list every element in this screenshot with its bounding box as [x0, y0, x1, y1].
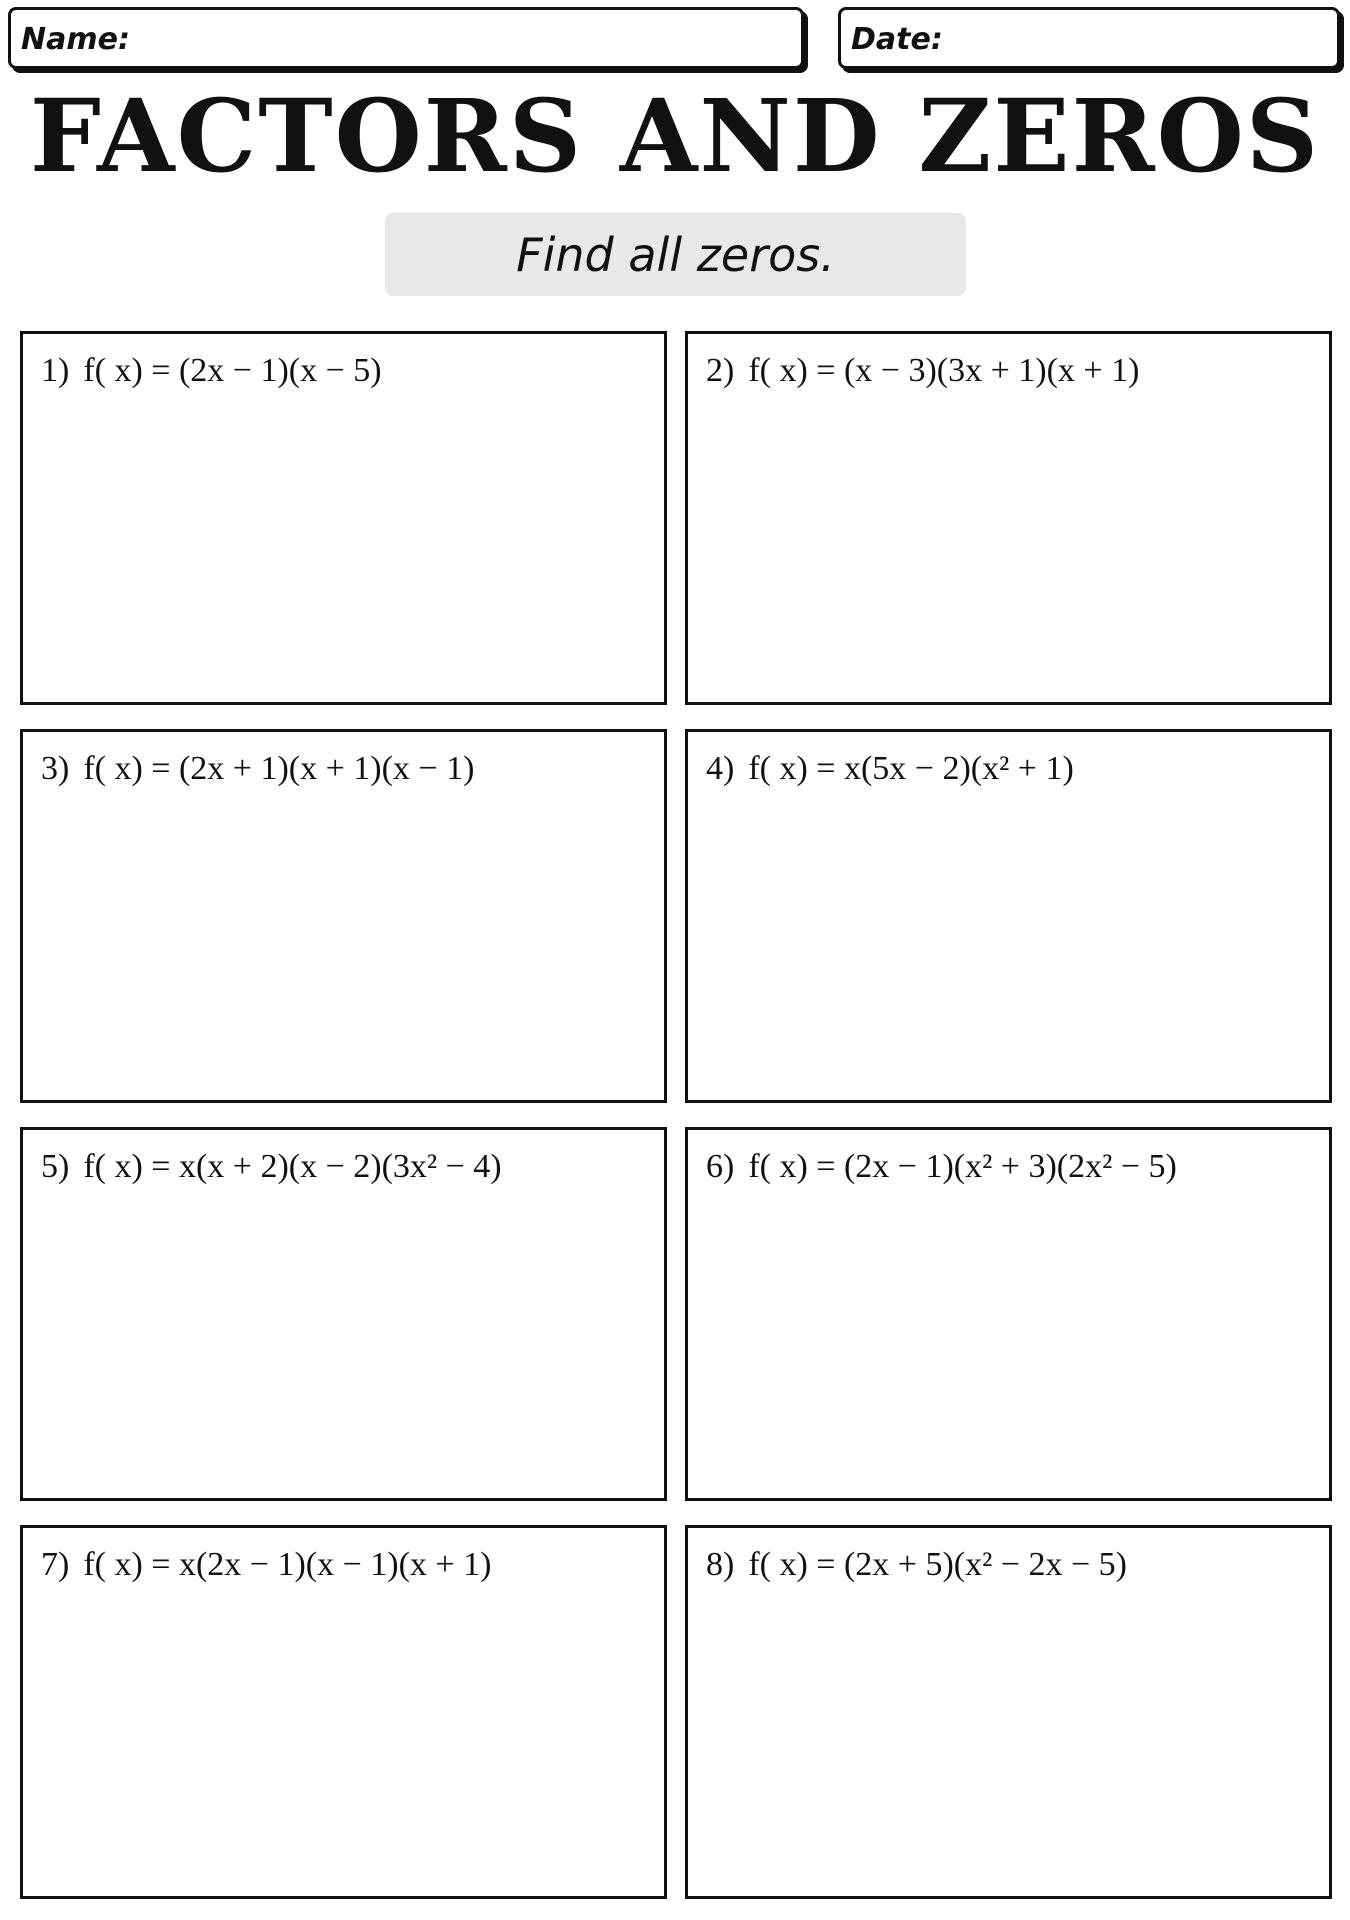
- equation: f( x) = x(x + 2)(x − 2)(3x² − 4): [83, 1148, 502, 1185]
- problem-box-3[interactable]: [20, 729, 667, 1103]
- problem-5: [41, 1148, 502, 1186]
- equation: f( x) = (2x − 1)(x² + 3)(2x² − 5): [748, 1148, 1177, 1185]
- problem-number: 8): [706, 1546, 735, 1583]
- problem-3: [41, 750, 474, 788]
- name-field[interactable]: [8, 7, 804, 69]
- equation: f( x) = (2x + 5)(x² − 2x − 5): [748, 1546, 1127, 1583]
- date-field[interactable]: [838, 7, 1340, 69]
- problem-4: [706, 750, 1074, 788]
- problem-7: [41, 1546, 491, 1584]
- problem-number: 1): [41, 352, 70, 389]
- problem-box-1[interactable]: [20, 331, 667, 705]
- problem-2: [706, 352, 1139, 390]
- equation: f( x) = (x − 3)(3x + 1)(x + 1): [748, 352, 1140, 389]
- instruction-text: Find all zeros.: [516, 227, 835, 282]
- problem-6: [706, 1148, 1177, 1186]
- problem-box-6[interactable]: [685, 1127, 1332, 1501]
- instruction-banner: [385, 213, 966, 296]
- equation: f( x) = x(2x − 1)(x − 1)(x + 1): [83, 1546, 492, 1583]
- problem-box-5[interactable]: [20, 1127, 667, 1501]
- problem-number: 3): [41, 750, 70, 787]
- problem-number: 5): [41, 1148, 70, 1185]
- problem-number: 2): [706, 352, 735, 389]
- problem-box-4[interactable]: [685, 729, 1332, 1103]
- problem-box-7[interactable]: [20, 1525, 667, 1899]
- problem-box-8[interactable]: [685, 1525, 1332, 1899]
- name-label: Name:: [21, 22, 130, 57]
- problem-1: [41, 352, 382, 390]
- problem-number: 6): [706, 1148, 735, 1185]
- page-title: FACTORS AND ZEROS: [29, 77, 1321, 195]
- problem-8: [706, 1546, 1127, 1584]
- equation: f( x) = (2x + 1)(x + 1)(x − 1): [83, 750, 475, 787]
- problem-number: 7): [41, 1546, 70, 1583]
- equation: f( x) = x(5x − 2)(x² + 1): [748, 750, 1074, 787]
- date-label: Date:: [851, 22, 943, 57]
- problem-number: 4): [706, 750, 735, 787]
- problem-box-2[interactable]: [685, 331, 1332, 705]
- equation: f( x) = (2x − 1)(x − 5): [83, 352, 382, 389]
